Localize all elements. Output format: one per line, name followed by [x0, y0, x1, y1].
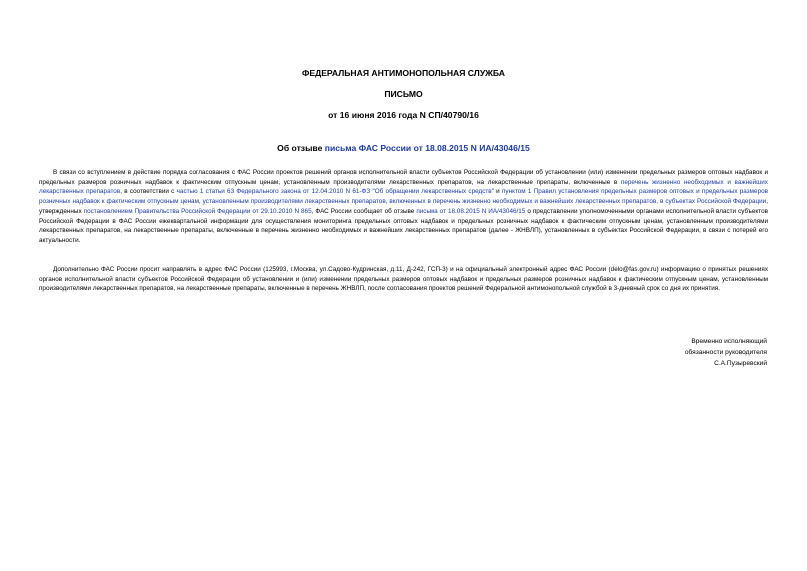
- signature-position-line-2: обязанности руководителя: [684, 349, 767, 356]
- document-date-number: от 16 июня 2016 года N СП/40790/16: [328, 110, 479, 120]
- p1-text-4: , утвержденных: [39, 198, 768, 215]
- essential-drugs-list-link[interactable]: перечень жизненно необходимых и важнейших лекарственных препаратов: [39, 178, 768, 196]
- paragraph-2: Дополнительно ФАС России просит направлять в адрес ФАС России (125993, г.Москва, ул.Садово-Кудринская, д.11, Д-242, ГСП-3) и на официальный электронный адрес ФАС России (delo@fas.gov.ru) информацию о принятых решениях органов исполнительной власти субъектов Российской Федерации об установлении и (или) изменении предельных размеров оптовых надбавок и предельных размеров розничных надбавок к фактическим отпускным ценам, установленным производителями лекарственных препаратов, на лекарственные препараты, включенные в перечень ЖНВЛП, после согласования проектов решений Федеральной антимонопольной службой в 3-дневный срок со дня их принятия.: [39, 266, 768, 293]
- p1-text-2: , в соответствии с: [120, 188, 177, 196]
- signature-name: С.А.Пузыревский: [714, 360, 767, 367]
- letter-43046-link[interactable]: письма от 18.08.2015 N ИА/43046/15: [416, 207, 526, 215]
- federal-law-61fz-link[interactable]: частью 1 статьи 63 Федерального закона от 12.04.2010 N 61-ФЗ "Об обращении лекарственных средств": [176, 188, 494, 196]
- p1-text-6: о представлении уполномоченными органами исполнительной власти субъектов Российской Федерации в ФАС России ежеквартальной информации для осуществления мониторинга предельных оптовых надбавок и предельных розничных надбавок к фактическим отпускным ценам, установленным производителями лекарственных препаратов, на лекарственные препараты, включенные в перечень жизненно необходимых и важнейших лекарственных препаратов (далее - ЖНВЛП), установленных в субъектах Российской Федерации, в связи с потерей его актуальности.: [39, 207, 768, 244]
- p1-text-5: , ФАС России сообщает об отзыве: [311, 207, 417, 215]
- paragraph-1: [39, 168, 768, 246]
- document-type: ПИСЬМО: [384, 89, 423, 99]
- subject-letter-link[interactable]: письма ФАС России от 18.08.2015 N ИА/43046/15: [324, 143, 530, 153]
- government-resolution-865-link[interactable]: постановлением Правительства Российской Федерации от 29.10.2010 N 865: [83, 207, 312, 215]
- subject-prefix: Об отзыве: [277, 143, 325, 153]
- p1-text-3: и: [493, 188, 502, 196]
- agency-title: ФЕДЕРАЛЬНАЯ АНТИМОНОПОЛЬНАЯ СЛУЖБА: [302, 68, 505, 78]
- rules-point-1-link[interactable]: пунктом 1 Правил установления предельных размеров оптовых и предельных размеров розничных надбавок к фактическим отпускным ценам, установленным производителями лекарственных препаратов, включенных в перечень жизненно необходимых и важнейших лекарственных препаратов, в субъектах Российской Федерации: [39, 188, 768, 206]
- signature-position-line-1: Временно исполняющий: [691, 338, 767, 345]
- p1-text-1: В связи со вступлением в действие порядка согласования с ФАС России проектов решений органов исполнительной власти субъектов Российской Федерации об установлении (или) изменении предельных размеров оптовых надбавок и предельных размеров розничных надбавок к фактическим отпускным ценам, установленным производителями лекарственных препаратов, на лекарственные препараты, включенные в: [39, 169, 768, 186]
- document-subject: [0, 143, 807, 154]
